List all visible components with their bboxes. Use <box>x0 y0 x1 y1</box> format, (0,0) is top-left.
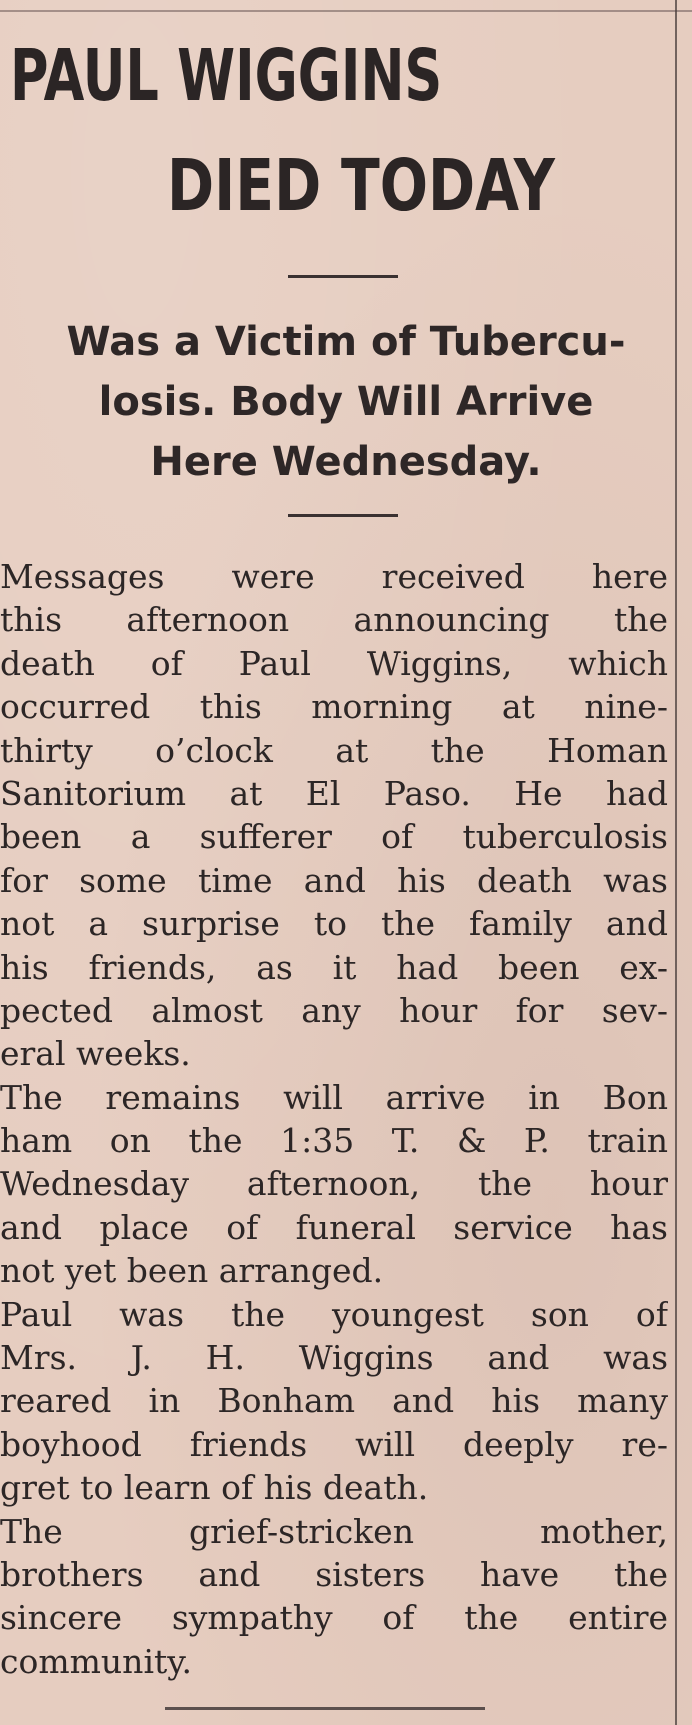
right-column-rule <box>675 0 677 1725</box>
article-line: not yet been arranged. <box>0 1251 384 1291</box>
bottom-divider <box>165 1707 485 1710</box>
article-line: brothers and sisters have the <box>0 1554 668 1594</box>
article-line: been a sufferer of tuberculosis <box>0 817 668 857</box>
article-line: Paul was the youngest son of <box>0 1294 668 1334</box>
article-line: Wednesday afternoon, the hour <box>0 1164 668 1204</box>
article-line: Sanitorium at El Paso. He had <box>0 773 668 813</box>
article-line: thirty o’clock at the Homan <box>0 730 668 770</box>
article-line: ham on the 1:35 T. & P. train <box>0 1121 668 1161</box>
article-line: Messages were received here <box>0 557 668 596</box>
subheadline-line-3: Here Wednesday. <box>150 439 542 485</box>
article-line: The grief-stricken mother, <box>0 1511 668 1551</box>
article-line: boyhood friends will deeply re- <box>0 1424 668 1464</box>
subheadline-divider <box>288 514 398 517</box>
article-line: sincere sympathy of the entire <box>0 1598 668 1638</box>
article-line: gret to learn of his death. <box>0 1468 429 1508</box>
article-line: death of Paul Wiggins, which <box>0 643 668 683</box>
top-column-rule <box>0 10 692 12</box>
article-line: occurred this morning at nine- <box>0 687 668 727</box>
article-line: pected almost any hour for sev- <box>0 990 668 1030</box>
article-line: eral weeks. <box>0 1034 191 1074</box>
headline-divider <box>288 275 398 278</box>
article-line: community. <box>0 1641 193 1681</box>
article-line: reared in Bonham and his many <box>0 1381 668 1421</box>
article-line: and place of funeral service has <box>0 1207 668 1247</box>
article-line: for some time and his death was <box>0 860 668 900</box>
subheadline-line-1: Was a Victim of Tubercu- <box>66 319 626 365</box>
subheadline-line-2: losis. Body Will Arrive <box>98 379 594 425</box>
headline-line-1: PAUL WIGGINS <box>10 34 443 117</box>
article-line: this afternoon announcing the <box>0 600 668 640</box>
article-line: not a surprise to the family and <box>0 904 668 944</box>
headline-line-2: DIED TODAY <box>167 144 555 227</box>
article-line: The remains will arrive in Bon <box>0 1077 668 1117</box>
article-line: Mrs. J. H. Wiggins and was <box>0 1338 668 1378</box>
article-body <box>0 555 668 1683</box>
article-line: his friends, as it had been ex- <box>0 947 668 987</box>
